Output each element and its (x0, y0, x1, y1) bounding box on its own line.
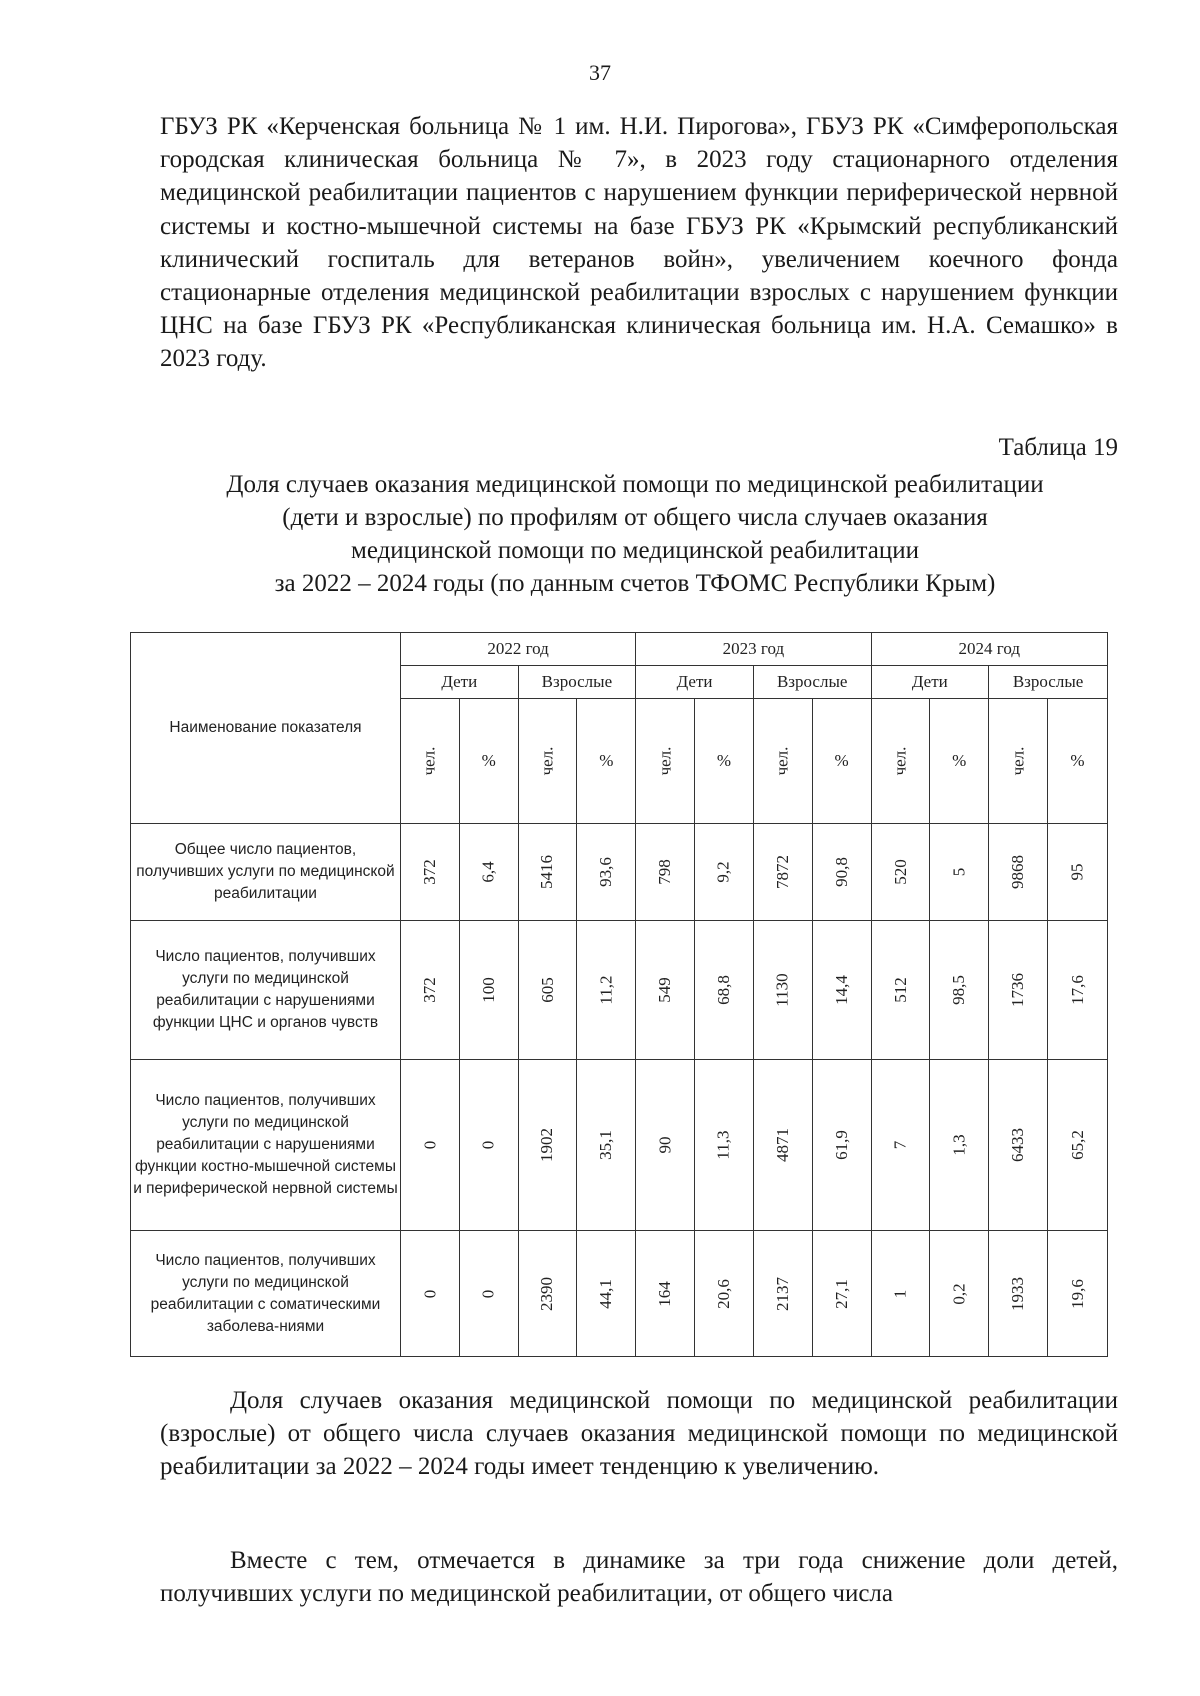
table-cell (989, 1060, 1048, 1231)
cell-value: 4871 (772, 1128, 792, 1162)
cell-value: 0 (419, 1140, 439, 1150)
cell-value: 11,2 (596, 975, 616, 1005)
table-cell (871, 1060, 930, 1231)
table-cell (1047, 1231, 1107, 1357)
cell-value: 98,5 (949, 975, 969, 1005)
cell-value: 95 (1067, 863, 1087, 881)
table-row (131, 1231, 1108, 1357)
table-cell (930, 921, 989, 1060)
table-cell (753, 1231, 812, 1357)
group-header: Дети (400, 666, 518, 699)
table-cell (989, 824, 1048, 921)
table-row (131, 1060, 1108, 1231)
table-cell (636, 824, 695, 921)
year-header: 2023 год (636, 633, 871, 666)
cell-value: 5416 (537, 855, 557, 889)
unit-header: % (577, 699, 636, 824)
table-cell (577, 1231, 636, 1357)
cell-value: 93,6 (596, 857, 616, 887)
cell-value: 2137 (772, 1276, 792, 1311)
unit-header (400, 699, 459, 824)
cell-value: 20,6 (713, 1278, 733, 1309)
unit-header: % (459, 699, 518, 824)
cell-value: 605 (537, 977, 557, 1003)
cell-value: чел. (655, 746, 675, 776)
group-header: Дети (871, 666, 989, 699)
cell-value: 372 (419, 859, 439, 885)
table-cell (753, 824, 812, 921)
table-cell (930, 824, 989, 921)
intro-paragraph: ГБУЗ РК «Керченская больница № 1 им. Н.И. Пирогова», ГБУЗ РК «Симферопольская городская клиническая больница № 7», в 2023 году стационарного отделения медицинской реабилитации пациентов с нарушением функции периферической нервной системы и костно-мышечной системы на базе ГБУЗ РК «Крымский республиканский клинический госпиталь для ветеранов войн», увеличением коечного фонда стационарные отделения медицинской реабилитации взрослых с нарушением функции ЦНС на базе ГБУЗ РК «Республиканская клиническая больница им. Н.А. Семашко» в 2023 году. (160, 113, 1118, 373)
cell-value: 9868 (1008, 855, 1028, 889)
table-cell (695, 921, 754, 1060)
table-cell (636, 1060, 695, 1231)
table-cell (871, 1231, 930, 1357)
cell-value: 1 (890, 1289, 910, 1298)
unit-header: % (695, 699, 754, 824)
cell-value: 1,3 (949, 1134, 969, 1156)
table-cell (400, 1060, 459, 1231)
table-cell (695, 1231, 754, 1357)
table-title-line: за 2022 – 2024 годы (по данным счетов ТФОМС Республики Крым) (274, 570, 996, 597)
group-header: Взрослые (753, 666, 871, 699)
table-cell (400, 1231, 459, 1357)
page-number: 37 (589, 60, 611, 85)
cell-value: 14,4 (831, 975, 851, 1005)
cell-value: 6,4 (478, 861, 498, 883)
conclusion-paragraph: Доля случаев оказания медицинской помощи по медицинской реабилитации (взрослые) от общего числа случаев оказания медицинской помощи по медицинской реабилитации за 2022 – 2024 годы имеет тенденцию к увеличению. (160, 1387, 1118, 1481)
cell-value: 65,2 (1067, 1130, 1087, 1160)
table-cell (577, 824, 636, 921)
unit-header (636, 699, 695, 824)
table-cell (871, 824, 930, 921)
cell-value: чел. (890, 746, 910, 776)
cell-value: 44,1 (596, 1278, 616, 1309)
cell-value: 0 (478, 1289, 498, 1298)
indicator-label: Число пациентов, получивших услуги по медицинской реабилитации с нарушениями функции ЦНС и органов чувств (131, 921, 401, 1060)
indicator-label: Число пациентов, получивших услуги по медицинской реабилитации с нарушениями функции костно-мышечной системы и периферической нервной системы (131, 1060, 401, 1231)
table-cell (1047, 1060, 1107, 1231)
year-header: 2022 год (400, 633, 635, 666)
table-title-line: (дети и взрослые) по профилям от общего числа случаев оказания (282, 504, 988, 531)
table-cell (930, 1231, 989, 1357)
table-label: Таблица 19 (998, 434, 1118, 461)
cell-value: 549 (655, 977, 675, 1003)
continuation-paragraph: Вместе с тем, отмечается в динамике за три года снижение доли детей, получивших услуги по медицинской реабилитации, от общего числа (160, 1547, 1118, 1608)
table-cell (1047, 824, 1107, 921)
cell-value: 372 (419, 977, 439, 1003)
cell-value: 5 (949, 867, 969, 877)
indicator-header: Наименование показателя (131, 633, 401, 824)
table-cell (459, 824, 518, 921)
table-cell (989, 921, 1048, 1060)
table-cell (577, 921, 636, 1060)
table-cell (812, 824, 871, 921)
table-cell (989, 1231, 1048, 1357)
table-cell (400, 921, 459, 1060)
cell-value: 90 (655, 1136, 675, 1154)
cell-value: 1736 (1008, 973, 1028, 1007)
table-row (131, 824, 1108, 921)
cell-value: 512 (890, 977, 910, 1003)
cell-value: 17,6 (1067, 975, 1087, 1005)
cell-value: 68,8 (713, 975, 733, 1005)
cell-value: 61,9 (831, 1130, 851, 1160)
table-row (131, 921, 1108, 1060)
group-header: Взрослые (518, 666, 636, 699)
cell-value: 7872 (772, 855, 792, 889)
table-cell (459, 1060, 518, 1231)
cell-value: 9,2 (713, 861, 733, 883)
cell-value: 7 (890, 1140, 910, 1150)
cell-value: 35,1 (596, 1130, 616, 1160)
table-cell (518, 1231, 577, 1357)
table-title (140, 468, 1130, 600)
unit-header: % (812, 699, 871, 824)
cell-value: 6433 (1008, 1128, 1028, 1162)
cell-value: 90,8 (831, 857, 851, 887)
cell-value: 0 (478, 1140, 498, 1150)
cell-value: 520 (890, 859, 910, 885)
cell-value: 0,2 (949, 1282, 969, 1305)
unit-header (518, 699, 577, 824)
group-header: Взрослые (989, 666, 1108, 699)
table-cell (812, 921, 871, 1060)
table-cell (636, 921, 695, 1060)
table-cell (459, 921, 518, 1060)
rehab-statistics-table (130, 632, 1108, 1357)
table-cell (930, 1060, 989, 1231)
cell-value: чел. (537, 746, 557, 776)
cell-value: 164 (655, 1280, 675, 1307)
cell-value: 1902 (537, 1128, 557, 1162)
unit-header: % (930, 699, 989, 824)
group-header: Дети (636, 666, 754, 699)
table-cell (812, 1231, 871, 1357)
table-cell (400, 824, 459, 921)
table-cell (871, 921, 930, 1060)
table-cell (695, 824, 754, 921)
cell-value: 1130 (772, 973, 792, 1007)
unit-header: % (1047, 699, 1107, 824)
table-cell (577, 1060, 636, 1231)
table-title-line: медицинской помощи по медицинской реабилитации (351, 537, 919, 564)
unit-header (989, 699, 1048, 824)
table-cell (636, 1231, 695, 1357)
table-cell (518, 824, 577, 921)
table-cell (518, 921, 577, 1060)
cell-value: 2390 (537, 1276, 557, 1311)
table-cell (753, 1060, 812, 1231)
cell-value: 798 (655, 859, 675, 885)
table-cell (695, 1060, 754, 1231)
cell-value: чел. (1008, 746, 1028, 776)
cell-value: 0 (419, 1289, 439, 1298)
year-header: 2024 год (871, 633, 1107, 666)
cell-value: чел. (772, 746, 792, 776)
indicator-label: Общее число пациентов, получивших услуги по медицинской реабилитации (131, 824, 401, 921)
unit-header (871, 699, 930, 824)
unit-header (753, 699, 812, 824)
cell-value: 100 (478, 977, 498, 1003)
cell-value: чел. (419, 746, 439, 776)
table-cell (812, 1060, 871, 1231)
cell-value: 19,6 (1067, 1278, 1087, 1309)
indicator-label: Число пациентов, получивших услуги по медицинской реабилитации с соматическими заболева-ниями (131, 1231, 401, 1357)
cell-value: 27,1 (831, 1278, 851, 1309)
table-cell (753, 921, 812, 1060)
cell-value: 1933 (1008, 1276, 1028, 1311)
table-cell (1047, 921, 1107, 1060)
table-cell (459, 1231, 518, 1357)
table-cell (518, 1060, 577, 1231)
cell-value: 11,3 (713, 1130, 733, 1160)
table-title-line: Доля случаев оказания медицинской помощи по медицинской реабилитации (226, 471, 1044, 498)
